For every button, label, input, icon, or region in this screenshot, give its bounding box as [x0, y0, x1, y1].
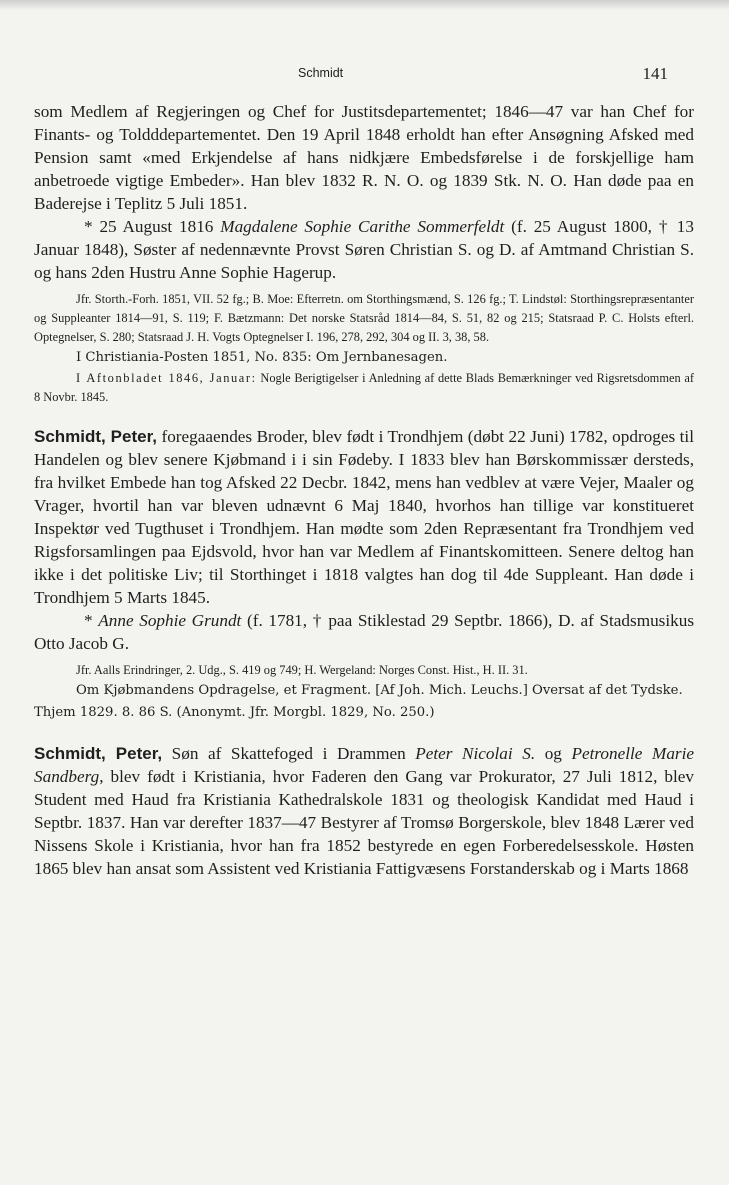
reference-publication: Om Kjøbmandens Opdragelse, et Fragment. [Af Joh. Mich. Leuchs.] Oversat af det Tydske. Thjem 1829. 8. 86 S. (Anonymt. Jfr. Morgbl. 1829, No. 250.): [34, 683, 683, 720]
entry-heading: Schmidt, Peter,: [34, 744, 163, 763]
biography-entry: [34, 425, 694, 724]
reference-sources: Jfr. Aalls Erindringer, 2. Udg., S. 419 og 749; H. Wergeland: Norges Const. Hist., H. II. 31.: [76, 663, 528, 677]
reference-publication: I Christiania-Posten 1851, No. 835: Om Jernbanesagen.: [76, 350, 448, 365]
running-title: Schmidt: [298, 66, 344, 80]
references: [34, 661, 694, 724]
page-body: [34, 100, 694, 880]
reference-sources: Jfr. Storth.-Forh. 1851, VII. 52 fg.; B. Moe: Efterretn. om Storthingsmænd, S. 126 fg.; T. Lindstøl: Storthingsrepræsentanter og Suppleanter 1814—91, S. 119; F. Bætzmann: Det norske Statsråd 1814—84, S. 51, 82 og 215; Statsraad P. C. Holsts efterl. Optegnelser, S. 280; Statsraad J. H. Vogts Optegnelser I. 196, 278, 292, 304 og II. 3, 38, 58.: [34, 292, 694, 344]
reference-article: I Aftonbladet 1846, Januar: Nogle Berigtigelser i Anledning af dette Blads Bemærkninger ved Rigsretsdommen af 8 Novbr. 1845.: [34, 371, 695, 404]
entry-paragraph: Schmidt, Peter, foregaaendes Broder, blev født i Trondhjem (døbt 22 Juni) 1782, opdroges til Handelen og blev senere Kjøbmand i i sin Fødeby. I 1833 blev han Børskommissær dersteds, fra hvilket Embede han tog Afsked 22 Decbr. 1842, mens han vedblev at være Vejer, Maaler og Vrager, hvortil han var bleven udnævnt 6 Maj 1840, hvorhos han tillige var konstitueret Inspektør ved Tugthuset i Trondhjem. Han mødte som 2den Repræsentant fra Trondhjem ved Rigsforsamlingen paa Ejdsvold, hvor han var Medlem af Finantskomitteen. Senere deltog han ikke i det politiske Liv; til Storthinget i 1818 valgtes han dog til 4de Suppleant. Han døde i Trondhjem 5 Marts 1845.: [34, 427, 694, 607]
spouse-paragraph: * Anne Sophie Grundt (f. 1781, † paa Stiklestad 29 Septbr. 1866), D. af Stadsmusikus Otto Jacob G.: [34, 611, 695, 653]
references: [34, 290, 694, 407]
page-number: 141: [642, 64, 668, 83]
scan-edge: [0, 0, 729, 10]
paragraph: som Medlem af Regjeringen og Chef for Justitsdepartementet; 1846—47 var han Chef for Finants- og Toldddepartementet. Den 19 April 1848 erholdt han efter Ansøgning Afsked med Pension samt «med Erkjendelse af hans nidkjære Embedsførelse i de forskjellige ham anbetroede vigtige Embeder». Han blev 1832 R. N. O. og 1839 Stk. N. O. Han døde paa en Baderejse i Teplitz 5 Juli 1851.: [34, 102, 694, 213]
spouse-name: Anne Sophie Grundt: [98, 611, 242, 630]
biography-entry: [34, 742, 694, 880]
entry-paragraph: Schmidt, Peter, Søn af Skattefoged i Drammen Peter Nicolai S. og Petronelle Marie Sandberg, blev født i Kristiania, hvor Faderen den Gang var Prokurator, 27 Juli 1812, blev Student med Haud fra Kristiania Kathedralskole 1831 og theologisk Kandidat med Haud i Septbr. 1837. Han var derefter 1837—47 Bestyrer af Tromsø Borgerskole, blev 1848 Lærer ved Nissens Skole i Kristiania, hvor han fra 1852 bestyrede en egen Forberedelsesskole. Høsten 1865 blev han ansat som Assistent ved Kristiania Fattigvæsens Forstanderskab og i Marts 1868: [34, 744, 695, 878]
father-name: Peter Nicolai S.: [415, 744, 536, 763]
running-head: [34, 64, 694, 84]
mother-name: Petronelle Marie Sandberg: [34, 744, 695, 786]
spouse-paragraph: * 25 August 1816 Magdalene Sophie Carithe Sommerfeldt (f. 25 August 1800, † 13 Januar 1848), Søster af nedennævnte Provst Søren Christian S. og D. af Amtmand Christian S. og hans 2den Hustru Anne Sophie Hagerup.: [34, 217, 694, 282]
spouse-name: Magdalene Sophie Carithe Sommerfeldt: [220, 217, 505, 236]
entry-heading: Schmidt, Peter,: [34, 427, 157, 446]
